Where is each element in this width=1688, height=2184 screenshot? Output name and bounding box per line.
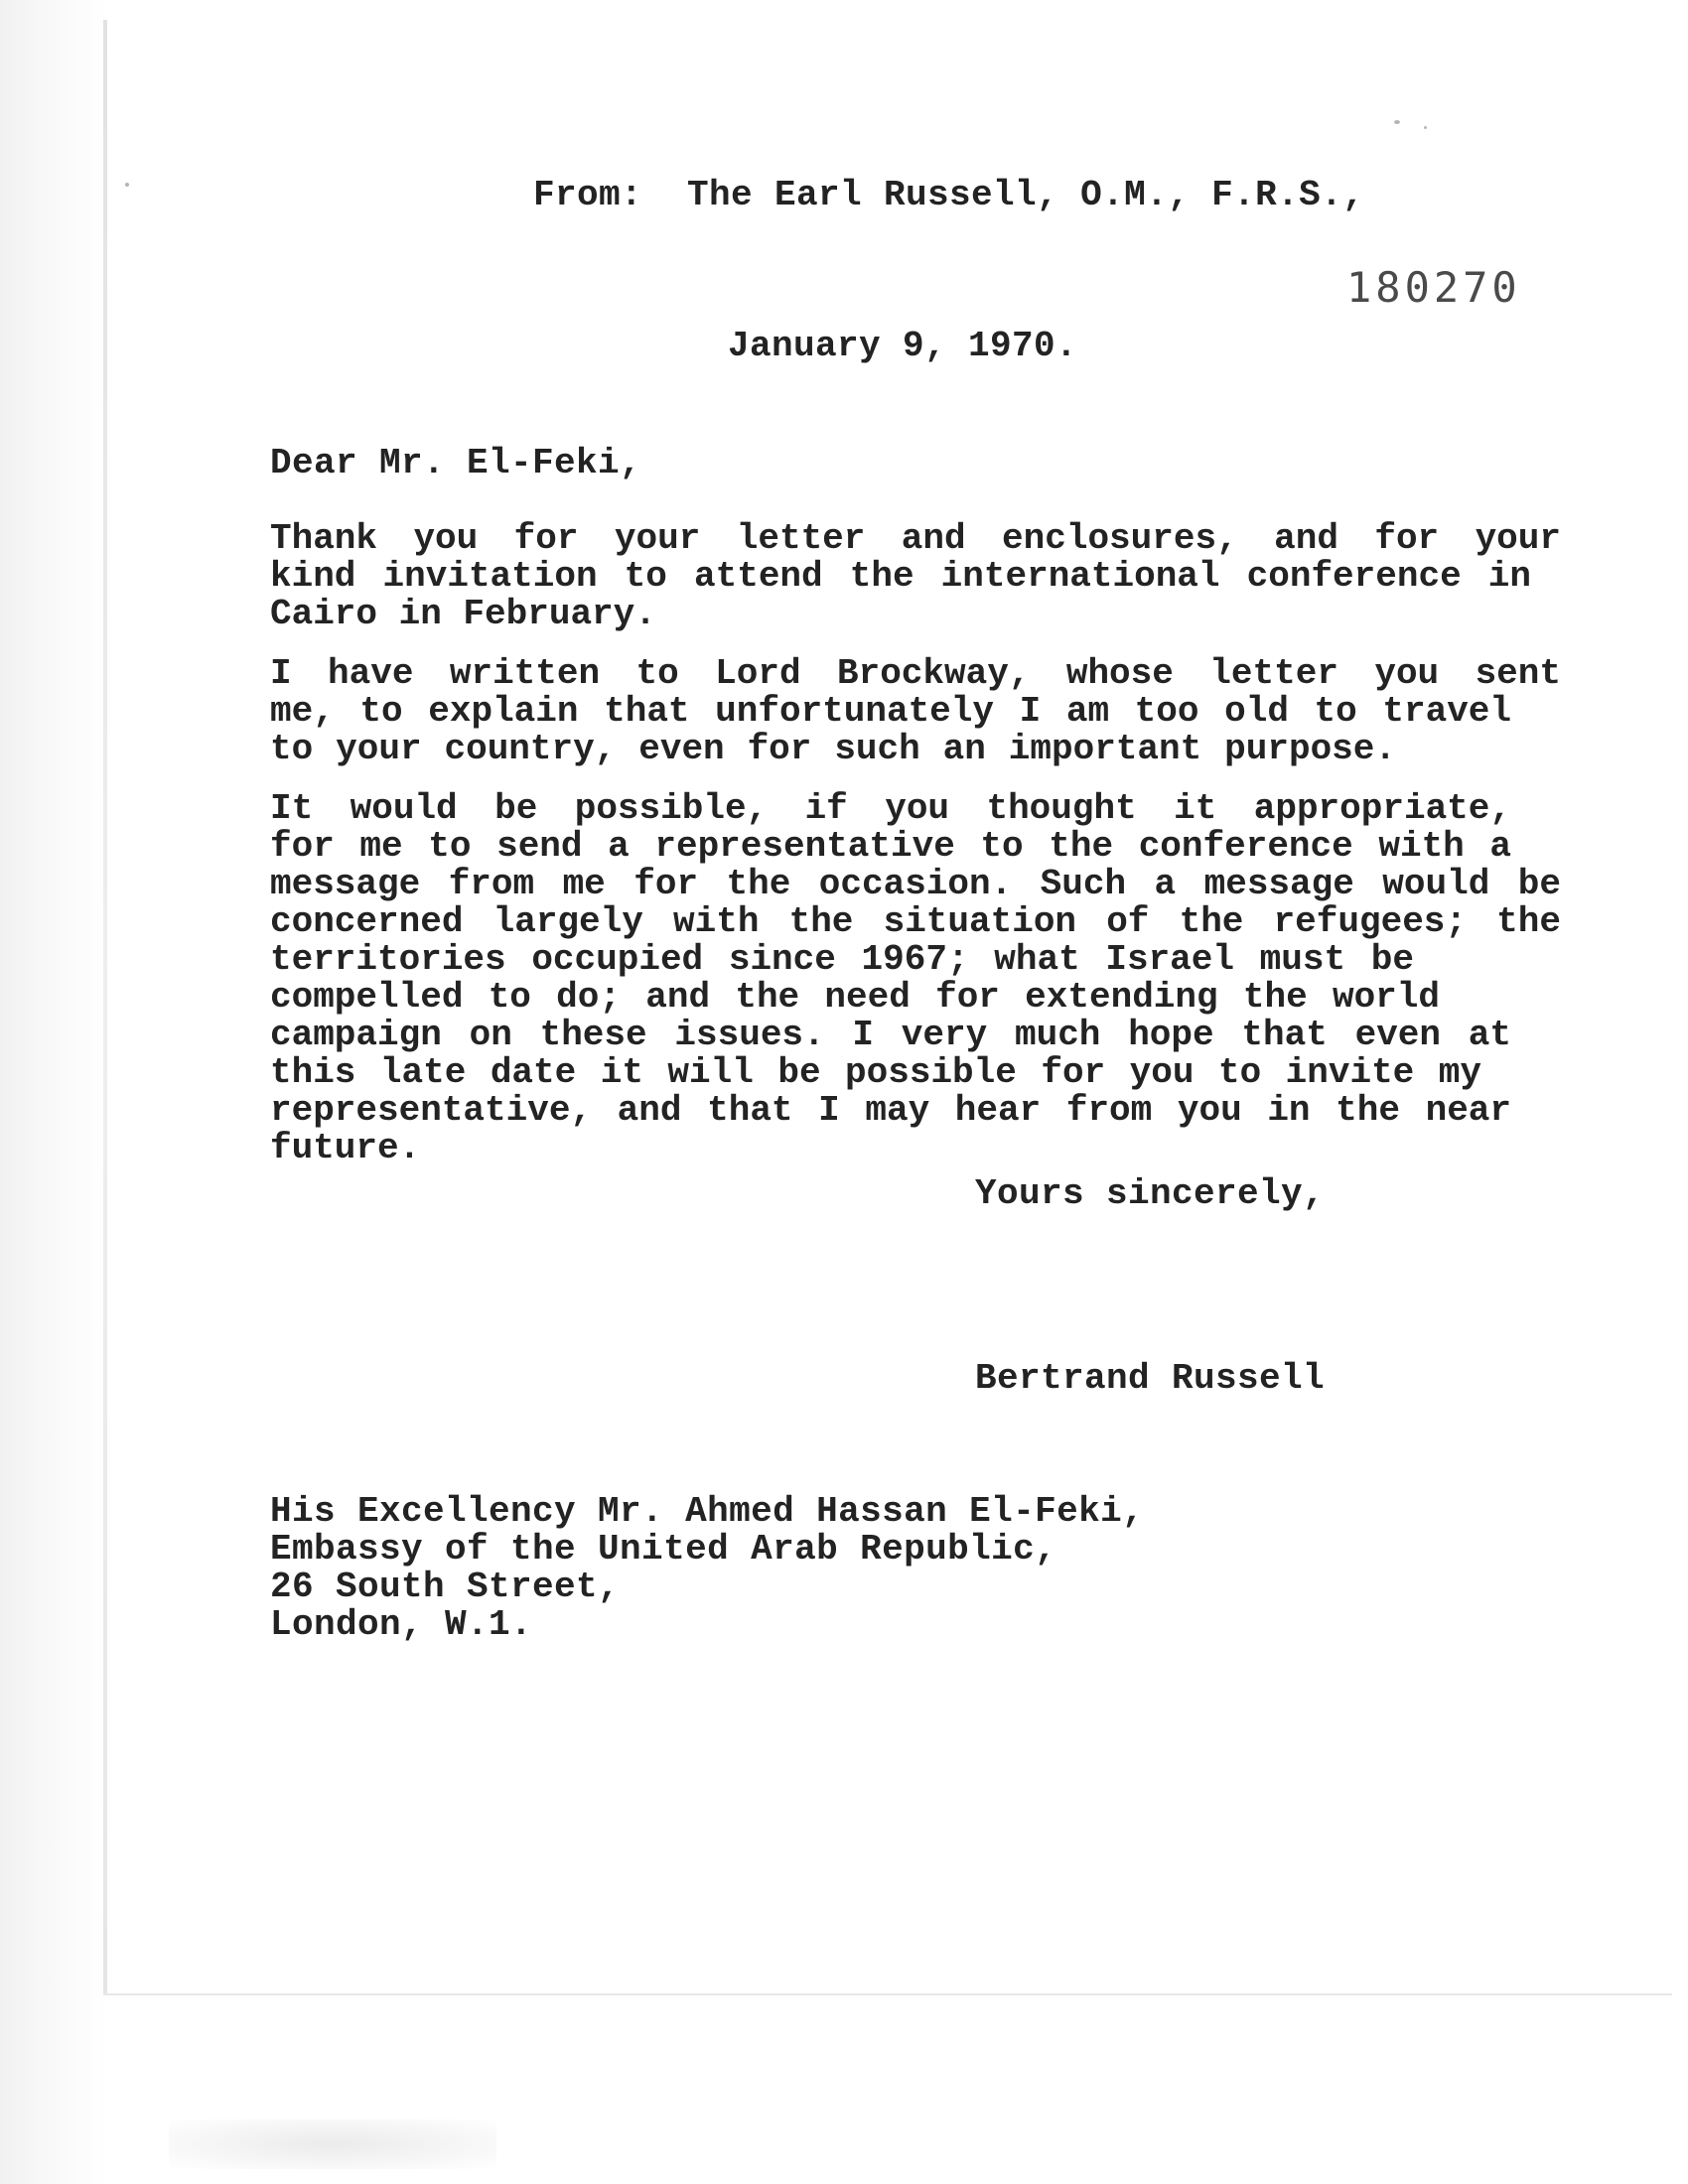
body-line: campaign on these issues. I very much hope that even at xyxy=(270,1015,1511,1055)
scan-smudge xyxy=(169,2119,496,2169)
scan-page-edge xyxy=(103,20,107,1995)
letterhead-from-label: From: xyxy=(533,175,643,215)
body-line: to your country, even for such an important purpose. xyxy=(270,729,1396,769)
body-line: Cairo in February. xyxy=(270,594,656,634)
body-line: concerned largely with the situation of the refugees; the xyxy=(270,901,1561,942)
scan-shadow-left xyxy=(0,0,109,2184)
scan-speck xyxy=(125,183,129,187)
body-line: message from me for the occasion. Such a message would be xyxy=(270,864,1561,904)
body-line: I have written to Lord Brockway, whose letter you sent xyxy=(270,653,1561,694)
scan-speck xyxy=(1424,126,1427,129)
body-line: compelled to do; and the need for extending the world xyxy=(270,977,1440,1018)
body-line: territories occupied since 1967; what Israel must be xyxy=(270,939,1414,980)
signature-name: Bertrand Russell xyxy=(975,1358,1326,1399)
body-line: future. xyxy=(270,1128,421,1168)
address-line: His Excellency Mr. Ahmed Hassan El-Feki, xyxy=(270,1491,1145,1532)
body-line: for me to send a representative to the conference with a xyxy=(270,826,1511,867)
address-line: 26 South Street, xyxy=(270,1567,621,1607)
body-line: representative, and that I may hear from you in the near xyxy=(270,1090,1511,1131)
body-line: me, to explain that unfortunately I am too old to travel xyxy=(270,691,1511,732)
address-line: Embassy of the United Arab Republic, xyxy=(270,1529,1057,1570)
body-line: It would be possible, if you thought it appropriate, xyxy=(270,788,1511,829)
body-line: kind invitation to attend the international conference in xyxy=(270,556,1531,597)
closing: Yours sincerely, xyxy=(975,1173,1326,1214)
address-line: London, W.1. xyxy=(270,1604,533,1645)
letter-date: January 9, 1970. xyxy=(728,326,1078,366)
salutation: Dear Mr. El-Feki, xyxy=(270,443,642,483)
reference-number-stamp: 180270 xyxy=(1346,263,1521,312)
body-line: this late date it will be possible for you to invite my xyxy=(270,1052,1481,1093)
scan-page-bottom-edge xyxy=(103,1993,1672,1995)
letterhead-sender: The Earl Russell, O.M., F.R.S., xyxy=(687,175,1365,215)
scan-speck xyxy=(1394,120,1400,124)
body-line: Thank you for your letter and enclosures, and for your xyxy=(270,518,1561,559)
